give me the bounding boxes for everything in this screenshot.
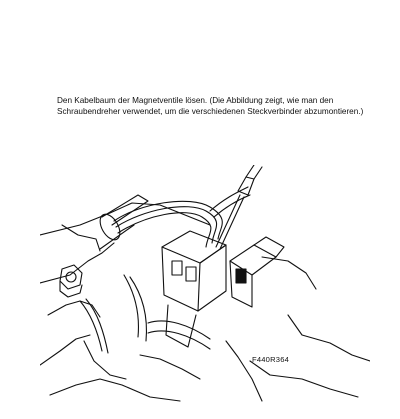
figure-code: F440R364 [252,355,290,364]
instruction-text: Den Kabelbaum der Magnetventile lösen. (Die Abbildung zeigt, wie man den Schraubendreher verwendet, um die verschiedenen Steckverbinder abzumontieren.) [57,96,364,116]
right-connector-icon [230,237,284,307]
engine-block-outline [40,203,370,401]
bolt-icon [60,265,82,297]
technical-illustration [40,165,370,405]
screwdriver-icon [216,165,262,249]
